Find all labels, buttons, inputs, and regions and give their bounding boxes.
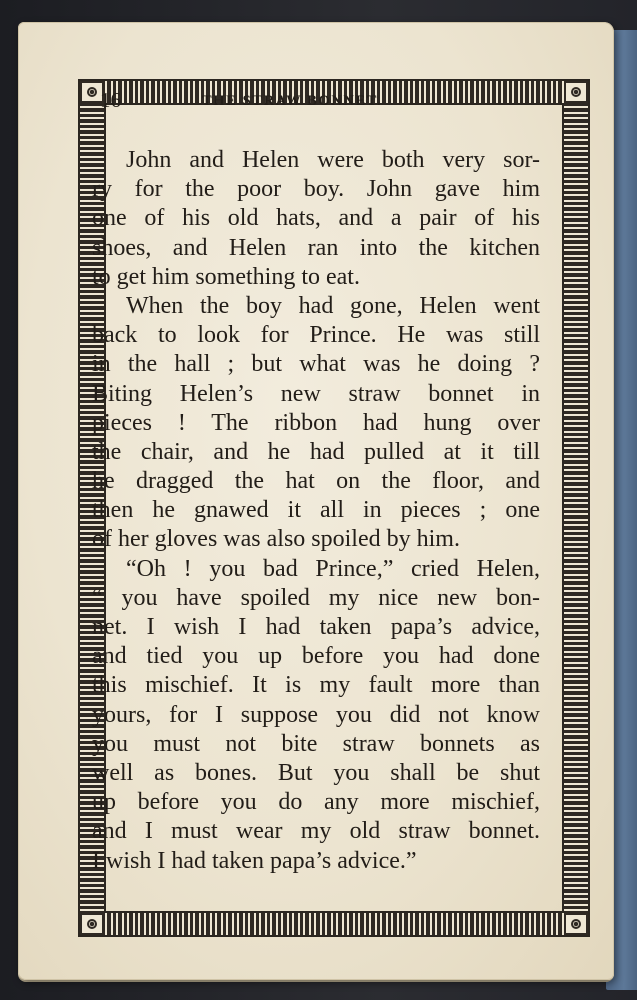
- corner-ornament-icon: [80, 913, 104, 935]
- text-line: one of his old hats, and a pair of his: [92, 205, 540, 232]
- corner-ornament-icon: [564, 81, 588, 103]
- text-line: ry for the poor boy. John gave him: [92, 176, 540, 203]
- text-line: of her gloves was also spoiled by him.: [92, 526, 460, 553]
- text-line: up before you do any more mischief,: [92, 789, 540, 816]
- body-text: [92, 146, 540, 876]
- text-line: Biting Helen’s new straw bonnet in: [92, 380, 540, 407]
- border-right: [564, 81, 588, 935]
- text-line: the chair, and he had pulled at it till: [92, 438, 540, 465]
- page-header: [92, 84, 540, 118]
- text-line: then he gnawed it all in pieces ; one: [92, 497, 540, 524]
- text-line: shoes, and Helen ran into the kitchen: [92, 234, 540, 261]
- text-line: to get him something to eat.: [92, 263, 360, 290]
- running-title: THE STRAW BONNET.: [202, 93, 383, 109]
- border-bottom: [80, 913, 588, 935]
- corner-ornament-icon: [564, 913, 588, 935]
- text-line: and tied you up before you had done: [92, 643, 540, 670]
- page-content: [92, 84, 540, 874]
- page-number: 16: [100, 88, 121, 112]
- text-line: “ you have spoiled my nice new bon-: [92, 584, 540, 611]
- text-line: this mischief. It is my fault more than: [92, 672, 540, 699]
- text-line: “Oh ! you bad Prince,” cried Helen,: [126, 555, 540, 582]
- text-line: I wish I had taken papa’s advice.”: [92, 847, 417, 874]
- text-line: well as bones. But you shall be shut: [92, 759, 540, 786]
- text-line: and I must wear my old straw bonnet.: [92, 818, 540, 845]
- text-line: pieces ! The ribbon had hung over: [92, 409, 540, 436]
- text-line: yours, for I suppose you did not know: [92, 701, 540, 728]
- text-line: When the boy had gone, Helen went: [126, 292, 540, 319]
- text-line: net. I wish I had taken papa’s advice,: [92, 614, 540, 640]
- text-line: he dragged the hat on the floor, and: [92, 468, 540, 495]
- text-line: back to look for Prince. He was still: [92, 322, 540, 349]
- text-line: in the hall ; but what was he doing ?: [92, 351, 540, 378]
- text-line: you must not bite straw bonnets as: [92, 730, 540, 757]
- text-line: John and Helen were both very sor-: [126, 147, 540, 173]
